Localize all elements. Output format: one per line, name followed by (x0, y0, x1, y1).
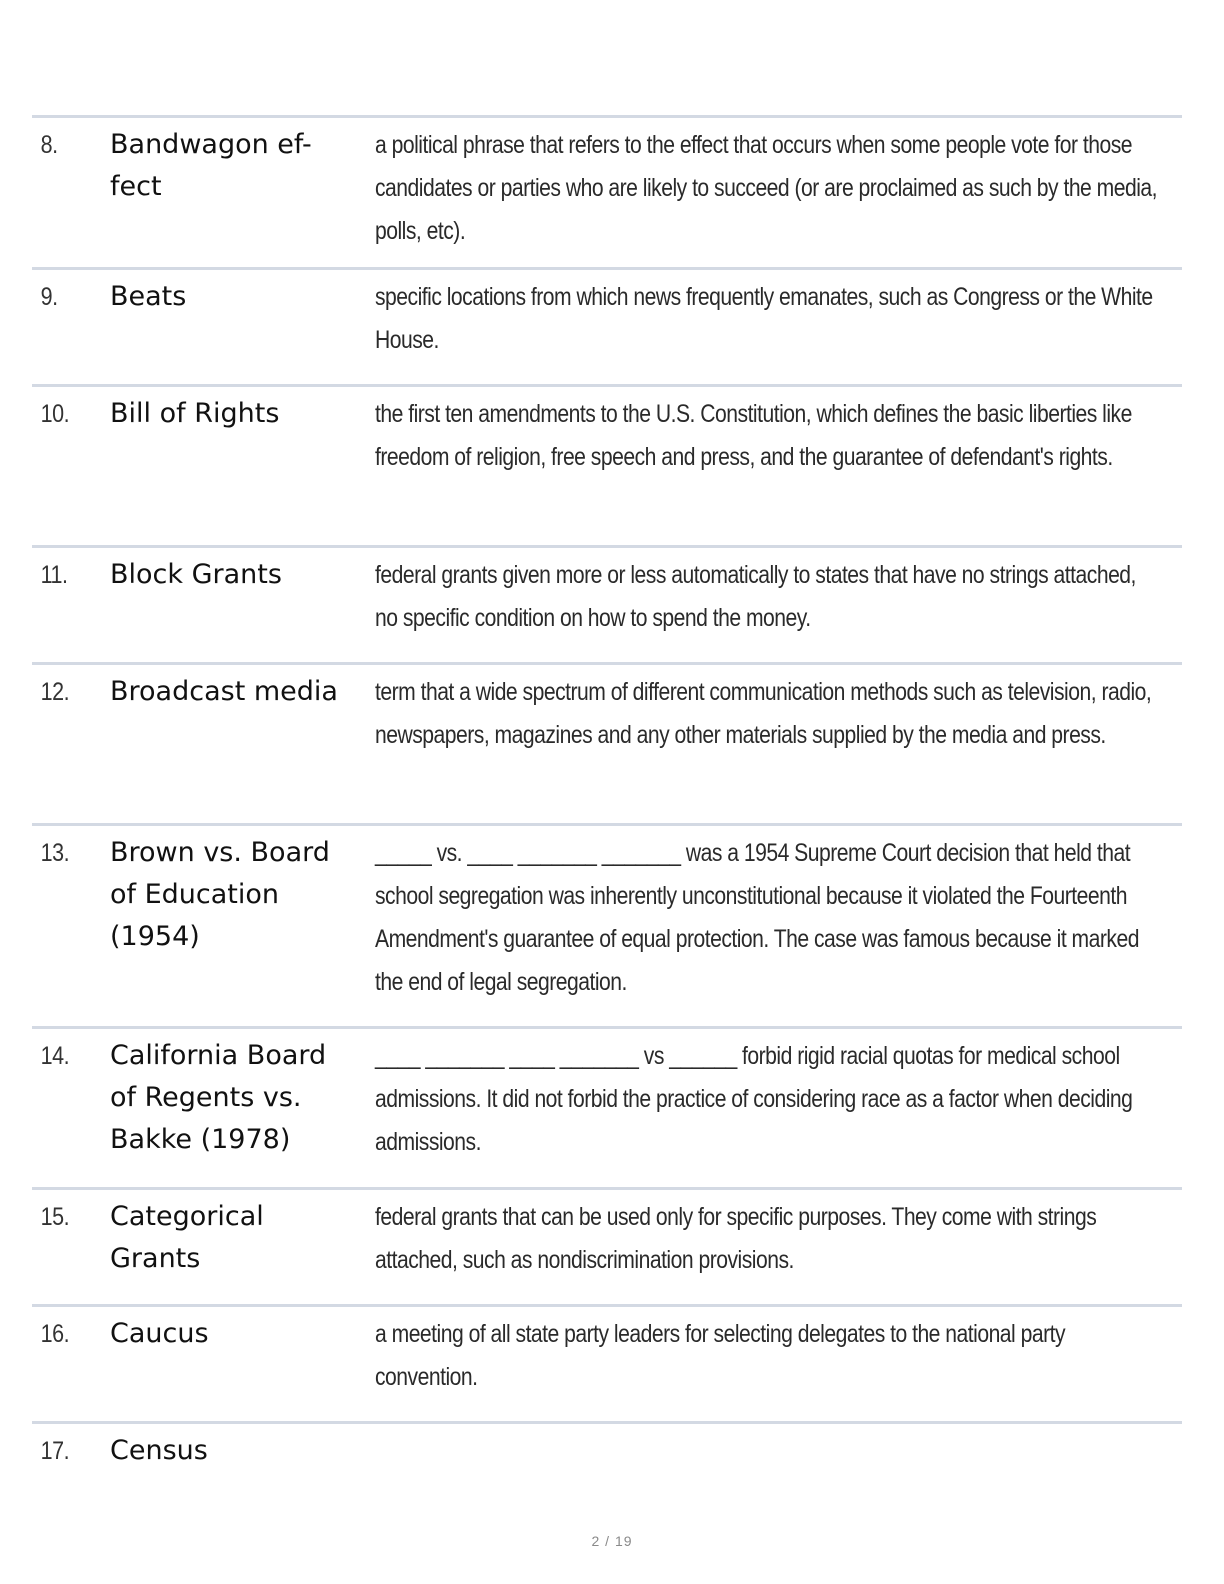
term: Beats (110, 281, 187, 312)
row-number: 16. (40, 1320, 70, 1348)
page-indicator: 2 / 19 (591, 1533, 633, 1549)
definition (375, 393, 1161, 479)
term: Block Grants (110, 559, 282, 590)
row-number: 15. (40, 1203, 70, 1231)
table-row (32, 545, 1182, 662)
table-row (32, 1187, 1182, 1304)
definition-text: a meeting of all state party leaders for selecting delegates to the national party convention. (375, 1320, 1066, 1391)
definition (375, 832, 1161, 1004)
definition-text: federal grants that can be used only for specific purposes. They come with strings attached, such as nondiscrimination provisions. (375, 1203, 1097, 1274)
row-number: 12. (40, 678, 70, 706)
term: Bandwagon ef- fect (110, 129, 312, 202)
definition-text: federal grants given more or less automatically to states that have no strings attached, no specific condition on how to spend the money. (375, 561, 1136, 632)
table-row (32, 1421, 1182, 1491)
table-row (32, 267, 1182, 384)
table-row (32, 823, 1182, 1026)
definition-text: _____ vs. ____ _______ _______ was a 1954 Supreme Court decision that held that school segregation was inherently unconstitutional because it violated the Fourteenth Amendment's guarantee of equal protection. The case was famous because it marked the end of legal segregation. (375, 839, 1139, 996)
table-row (32, 1026, 1182, 1187)
definition (375, 1313, 1161, 1399)
term: Broadcast media (110, 676, 338, 707)
term: Census (110, 1435, 208, 1466)
row-number: 14. (40, 1042, 70, 1070)
flashcard-table (32, 115, 1182, 1491)
term: California Board of Regents vs. Bakke (1978) (110, 1040, 327, 1155)
definition-text: specific locations from which news frequently emanates, such as Congress or the White House. (375, 283, 1153, 354)
row-number: 11. (40, 561, 68, 589)
term: Bill of Rights (110, 398, 280, 429)
row-number: 9. (40, 283, 58, 311)
definition (375, 124, 1161, 253)
row-number: 17. (40, 1437, 70, 1465)
table-row (32, 115, 1182, 267)
definition (375, 276, 1161, 362)
term: Caucus (110, 1318, 209, 1349)
definition (375, 671, 1161, 757)
table-row (32, 662, 1182, 823)
row-number: 10. (40, 400, 70, 428)
term: Brown vs. Board of Education (1954) (110, 837, 330, 952)
definition-text: the first ten amendments to the U.S. Constitution, which defines the basic liberties like freedom of religion, free speech and press, and the guarantee of defendant's rights. (375, 400, 1132, 471)
definition-text: a political phrase that refers to the effect that occurs when some people vote for those candidates or parties who are likely to succeed (or are proclaimed as such by the media, polls, etc). (375, 131, 1158, 245)
row-number: 13. (40, 839, 70, 867)
definition (375, 1196, 1161, 1282)
table-row (32, 384, 1182, 545)
definition (375, 554, 1161, 640)
definition-text: term that a wide spectrum of different communication methods such as television, radio, newspapers, magazines and any other materials supplied by the media and press. (375, 678, 1152, 749)
table-row (32, 1304, 1182, 1421)
term: Categorical Grants (110, 1201, 264, 1274)
definition-text: ____ _______ ____ _______ vs ______ forbid rigid racial quotas for medical school admissions. It did not forbid the practice of considering race as a factor when deciding admissions. (375, 1042, 1133, 1156)
definition (375, 1035, 1161, 1164)
row-number: 8. (40, 131, 58, 159)
